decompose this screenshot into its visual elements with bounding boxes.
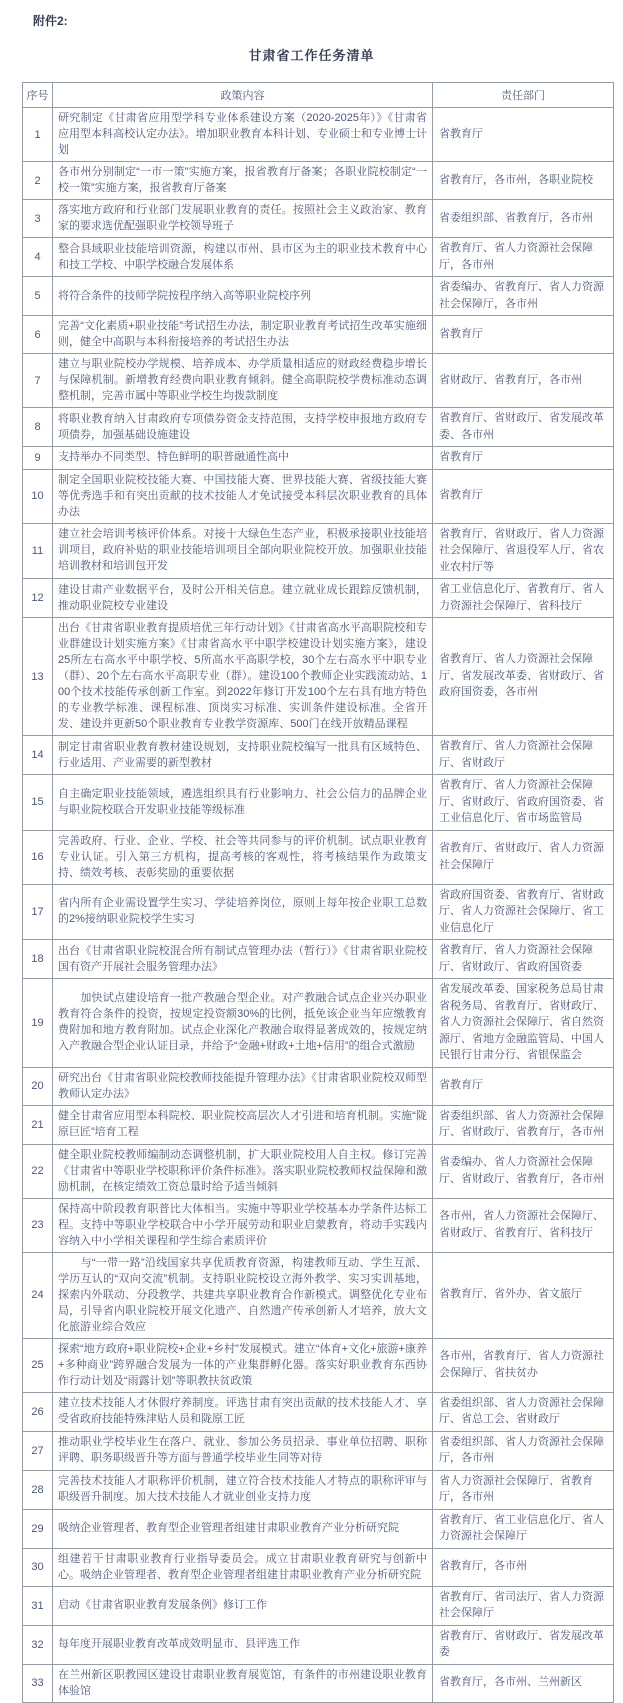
policy-content: 吸纳企业管理者、教育型企业管理者组建甘肃职业教育产业分析研究院: [53, 1509, 433, 1548]
policy-content: 在兰州新区职教园区建设甘肃职业教育展览馆，有条件的市州建设职业教育体验馆: [53, 1664, 433, 1702]
table-row: [23, 1664, 614, 1702]
responsible-dept: 省教育厅、省人力资源社会保障厅、省财政厅、省政府国资委: [433, 940, 614, 979]
policy-content: 整合县域职业技能培训资源，构建以市州、县市区为主的职业技术教育中心和技工学校、中职学校融合发展体系: [53, 238, 433, 277]
policy-content: 各市州分别制定“一市一策”实施方案，报省教育厅备案；各职业院校制定“一校一策”实施方案，报省教育厅备案: [53, 162, 433, 200]
policy-content: 每年度开展职业教育改革成效明显市、县评选工作: [53, 1625, 433, 1664]
row-number: 5: [23, 277, 53, 316]
responsible-dept: 省人力资源社会保障厅、省教育厅，各市州: [433, 1470, 614, 1509]
responsible-dept: 省发展改革委、国家税务总局甘肃省税务局、省教育厅、省财政厅、省人力资源社会保障厅、省自然资源厅、省地方金融监管局、中国人民银行甘肃分行、省银保监会: [433, 979, 614, 1068]
table-row: [23, 1586, 614, 1625]
policy-content: 出台《甘肃省职业院校混合所有制试点管理办法（暂行）》《甘肃省职业院校国有资产开展社会服务管理办法》: [53, 940, 433, 979]
responsible-dept: 省工业信息化厅、省教育厅、省人力资源社会保障厅、省科技厅: [433, 579, 614, 618]
responsible-dept: 省教育厅，各市州: [433, 1548, 614, 1586]
row-number: 22: [23, 1144, 53, 1198]
policy-content: 健全甘肃省应用型本科院校、职业院校高层次人才引进和培育机制。实施“陇原巨匠”培育工程: [53, 1105, 433, 1144]
policy-content: 健全职业院校教师编制动态调整机制，扩大职业院校用人自主权。修订完善《甘肃省中等职业学校职称评价条件标准》。落实职业院校教师权益保障和激励机制，在核定绩效工资总量时给予适当倾斜: [53, 1144, 433, 1198]
policy-content: 制定甘肃省职业教育教材建设规划，支持职业院校编写一批具有区域特色、行业适用、产业需要的新型教材: [53, 736, 433, 775]
policy-content: 完善技术技能人才职称评价机制，建立符合技术技能人才特点的职称评审与职级晋升制度。加大技术技能人才就业创业支持力度: [53, 1470, 433, 1509]
page-title: 甘肃省工作任务清单: [248, 48, 375, 63]
responsible-dept: 省教育厅、省人力资源社会保障厅、省财政厅、省政府国资委、省工业信息化厅、省市场监管局: [433, 775, 614, 831]
row-number: 24: [23, 1252, 53, 1338]
policy-content: 自主确定职业技能领域，遴选组织具有行业影响力、社会公信力的品牌企业与职业院校联合开发职业技能等级标准: [53, 775, 433, 831]
table-row: [23, 1252, 614, 1338]
row-number: 26: [23, 1392, 53, 1431]
table-row: [23, 830, 614, 884]
responsible-dept: 省教育厅: [433, 447, 614, 470]
row-number: 32: [23, 1625, 53, 1664]
responsible-dept: 省教育厅、省人力资源社会保障厅，各市州: [433, 238, 614, 277]
row-number: 7: [23, 354, 53, 408]
policy-content: 完善“文化素质+职业技能”考试招生办法，制定职业教育考试招生改革实施细则，健全中高职与本科衔接培养的考试招生办法: [53, 316, 433, 354]
responsible-dept: 省委编办、省人力资源社会保障厅、省财政厅、省教育厅，各市州: [433, 1144, 614, 1198]
row-number: 28: [23, 1470, 53, 1509]
table-row: [23, 618, 614, 736]
responsible-dept: 省委组织部、省人力资源社会保障厅、省总工会、省财政厅: [433, 1392, 614, 1431]
table-row: [23, 200, 614, 238]
responsible-dept: 省委组织部、省人力资源社会保障厅、省财政厅、省教育厅，各市州: [433, 1105, 614, 1144]
row-number: 10: [23, 469, 53, 523]
row-number: 17: [23, 884, 53, 940]
policy-content: 研究制定《甘肃省应用型学科专业体系建设方案（2020-2025年）》《甘肃省应用型本科高校认定办法》。增加职业教育本科计划、专业硕士和专业博士计划: [53, 108, 433, 162]
row-number: 27: [23, 1431, 53, 1470]
responsible-dept: 各市州，省人力资源社会保障厅、省财政厅、省教育厅、省科技厅: [433, 1198, 614, 1252]
responsible-dept: 省教育厅: [433, 316, 614, 354]
responsible-dept: 省教育厅: [433, 108, 614, 162]
row-number: 3: [23, 200, 53, 238]
table-row: [23, 884, 614, 940]
column-header-responsible-dept: 责任部门: [433, 83, 614, 108]
row-number: 30: [23, 1548, 53, 1586]
table-row: [23, 1067, 614, 1105]
table-row: [23, 1625, 614, 1664]
table-row: [23, 523, 614, 579]
policy-content: 出台《甘肃省职业教育提质培优三年行动计划》《甘肃省高水平高职院校和专业群建设计划实施方案》《甘肃省高水平中职学校建设计划实施方案》，建设25所左右高水平中职学校、5所高水平高职学校，30个左右高水平中职专业（群）、20个左右高水平高职专业（群）。建设100个教师企业实践流动站、100个技术技能传承创新工作室。到2022年修订开发100个左右具有地方特色的专业教学标准、课程标准、顶岗实习标准、实训条件建设标准。全省开发、建设并更新50个职业教育专业教学资源库、500门在线开放精品课程: [53, 618, 433, 736]
policy-content: 启动《甘肃省职业教育发展条例》修订工作: [53, 1586, 433, 1625]
row-number: 13: [23, 618, 53, 736]
responsible-dept: 省教育厅: [433, 1067, 614, 1105]
table-row: [23, 736, 614, 775]
table-row: [23, 162, 614, 200]
row-number: 2: [23, 162, 53, 200]
table-header-row: [23, 83, 614, 108]
responsible-dept: 省政府国资委、省教育厅、省财政厅、省人力资源社会保障厅、省工业信息化厅: [433, 884, 614, 940]
table-row: [23, 979, 614, 1068]
row-number: 33: [23, 1664, 53, 1702]
table-row: [23, 1392, 614, 1431]
table-row: [23, 1105, 614, 1144]
row-number: 20: [23, 1067, 53, 1105]
table-row: [23, 1470, 614, 1509]
row-number: 4: [23, 238, 53, 277]
row-number: 25: [23, 1338, 53, 1392]
responsible-dept: 省教育厅、省财政厅、省发展改革委、各市州: [433, 408, 614, 447]
policy-content: 建立技术技能人才休假疗养制度。评选甘肃有突出贡献的技术技能人才、享受省政府技能特殊津贴人员和陇原工匠: [53, 1392, 433, 1431]
responsible-dept: 省教育厅、省财政厅、省人力资源社会保障厅: [433, 830, 614, 884]
table-row: [23, 1144, 614, 1198]
policy-content: 将职业教育纳入甘肃政府专项债券资金支持范围，支持学校申报地方政府专项债券，加强基础设施建设: [53, 408, 433, 447]
table-row: [23, 1338, 614, 1392]
policy-content: 完善政府、行业、企业、学校、社会等共同参与的评价机制。试点职业教育专业认证。引入第三方机构，提高考核的客观性，将考核结果作为政策支持、绩效考核、表彰奖励的重要依据: [53, 830, 433, 884]
table-row: [23, 1198, 614, 1252]
responsible-dept: 省教育厅、省司法厅、省人力资源社会保障厅: [433, 1586, 614, 1625]
table-row: [23, 1509, 614, 1548]
responsible-dept: 省教育厅、省人力资源社会保障厅、省发展改革委、省财政厅、省政府国资委，各市州: [433, 618, 614, 736]
table-row: [23, 316, 614, 354]
table-row: [23, 940, 614, 979]
table-row: [23, 408, 614, 447]
responsible-dept: 省委组织部、省教育厅，各市州: [433, 200, 614, 238]
row-number: 23: [23, 1198, 53, 1252]
table-row: [23, 775, 614, 831]
policy-content: 组建若干甘肃职业教育行业指导委员会。成立甘肃职业教育研究与创新中心。吸纳企业管理者、教育型企业管理者组建甘肃职业教育产业分析研究院: [53, 1548, 433, 1586]
row-number: 12: [23, 579, 53, 618]
responsible-dept: 省委编办、省教育厅、省人力资源社会保障厅，各市州: [433, 277, 614, 316]
row-number: 18: [23, 940, 53, 979]
responsible-dept: 各市州，省教育厅、省人力资源社会保障厅、省扶贫办: [433, 1338, 614, 1392]
row-number: 6: [23, 316, 53, 354]
policy-content: 推动职业学校毕业生在落户、就业、参加公务员招录、事业单位招聘、职称评聘、职务职级晋升等方面与普通学校毕业生同等对待: [53, 1431, 433, 1470]
table-row: [23, 1431, 614, 1470]
policy-content: 将符合条件的技师学院按程序纳入高等职业院校序列: [53, 277, 433, 316]
row-number: 14: [23, 736, 53, 775]
responsible-dept: 省教育厅、省人力资源社会保障厅、省财政厅: [433, 736, 614, 775]
responsible-dept: 省教育厅、省财政厅、省人力资源社会保障厅、省退役军人厅、省农业农村厅等: [433, 523, 614, 579]
column-header-policy-content: 政策内容: [53, 83, 433, 108]
table-row: [23, 238, 614, 277]
policy-content: 落实地方政府和行业部门发展职业教育的责任。按照社会主义政治家、教育家的要求选优配强职业学校领导班子: [53, 200, 433, 238]
table-row: [23, 108, 614, 162]
policy-content: 探索“地方政府+职业院校+企业+乡村”发展模式。建立“体育+文化+旅游+康养+多种商业”跨界融合发展为一体的产业集群孵化器。落实好职业教育东西协作行动计划及“雨露计划”等职教扶贫政策: [53, 1338, 433, 1392]
policy-content: 建立社会培训考核评价体系。对接十大绿色生态产业，积极承接职业技能培训项目，政府补贴的职业技能培训项目全部向职业院校开放。加强职业技能培训教材和培训包开发: [53, 523, 433, 579]
table-row: [23, 354, 614, 408]
row-number: 8: [23, 408, 53, 447]
responsible-dept: 省教育厅、省工业信息化厅、省人力资源社会保障厅: [433, 1509, 614, 1548]
responsible-dept: 省财政厅、省教育厅，各市州: [433, 354, 614, 408]
policy-content: 研究出台《甘肃省职业院校教师技能提升管理办法》《甘肃省职业院校双师型教师认定办法》: [53, 1067, 433, 1105]
policy-content: 建立与职业院校办学规模、培养成本、办学质量相适应的财政经费稳步增长与保障机制。新增教育经费向职业教育倾斜。健全高职院校学费标准动态调整机制，完善市属中等职业学校生均拨款制度: [53, 354, 433, 408]
table-row: [23, 579, 614, 618]
table-row: [23, 1548, 614, 1586]
responsible-dept: 省教育厅、省外办、省文旅厅: [433, 1252, 614, 1338]
row-number: 19: [23, 979, 53, 1068]
column-header-number: 序号: [23, 83, 53, 108]
policy-content: 支持举办不同类型、特色鲜明的职普融通性高中: [53, 447, 433, 470]
policy-content: 建设甘肃产业数据平台，及时公开相关信息。建立就业成长跟踪反馈机制，推动职业院校专业建设: [53, 579, 433, 618]
row-number: 31: [23, 1586, 53, 1625]
policy-content: 加快试点建设培育一批产教融合型企业。对产教融合试点企业兴办职业教育符合条件的投资，按规定投资额30%的比例，抵免该企业当年应缴教育费附加和地方教育附加。试点企业深化产教融合取得显著成效的，按规定纳入产教融合型企业认证目录，并给予“金融+财政+土地+信用”的组合式激励: [53, 979, 433, 1068]
row-number: 9: [23, 447, 53, 470]
responsible-dept: 省教育厅: [433, 469, 614, 523]
responsible-dept: 省教育厅，各市州、兰州新区: [433, 1664, 614, 1702]
row-number: 11: [23, 523, 53, 579]
attachment-label: 附件2:: [33, 14, 68, 28]
row-number: 1: [23, 108, 53, 162]
responsible-dept: 省教育厅、省财政厅、省发展改革委: [433, 1625, 614, 1664]
row-number: 21: [23, 1105, 53, 1144]
table-row: [23, 469, 614, 523]
policy-content: 制定全国职业院校技能大赛、中国技能大赛、世界技能大赛、省级技能大赛等优秀选手和有突出贡献的技术技能人才免试接受本科层次职业教育的具体办法: [53, 469, 433, 523]
row-number: 29: [23, 1509, 53, 1548]
policy-content: 保持高中阶段教育职普比大体相当。实施中等职业学校基本办学条件达标工程。支持中等职业学校联合中小学开展劳动和职业启蒙教育，将动手实践内容纳入中小学相关课程和学生综合素质评价: [53, 1198, 433, 1252]
task-table-body: [23, 108, 614, 1703]
responsible-dept: 省委组织部、省人力资源社会保障厅，各市州: [433, 1431, 614, 1470]
table-row: [23, 447, 614, 470]
row-number: 15: [23, 775, 53, 831]
task-table: [22, 82, 614, 1703]
policy-content: 与“一带一路”沿线国家共享优质教育资源，构建教师互动、学生互派、学历互认的“双向交流”机制。支持职业院校设立海外教学、实习实训基地，探索内外联动、分段教学、共建共享职业教育合作新模式。调整优化专业布局，引导省内职业院校开展文化遗产、自然遗产传承创新人才培养，放大文化旅游业综合效应: [53, 1252, 433, 1338]
table-row: [23, 277, 614, 316]
policy-content: 省内所有企业需设置学生实习、学徒培养岗位，原则上每年按企业职工总数的2%接纳职业院校学生实习: [53, 884, 433, 940]
responsible-dept: 省教育厅，各市州，各职业院校: [433, 162, 614, 200]
row-number: 16: [23, 830, 53, 884]
